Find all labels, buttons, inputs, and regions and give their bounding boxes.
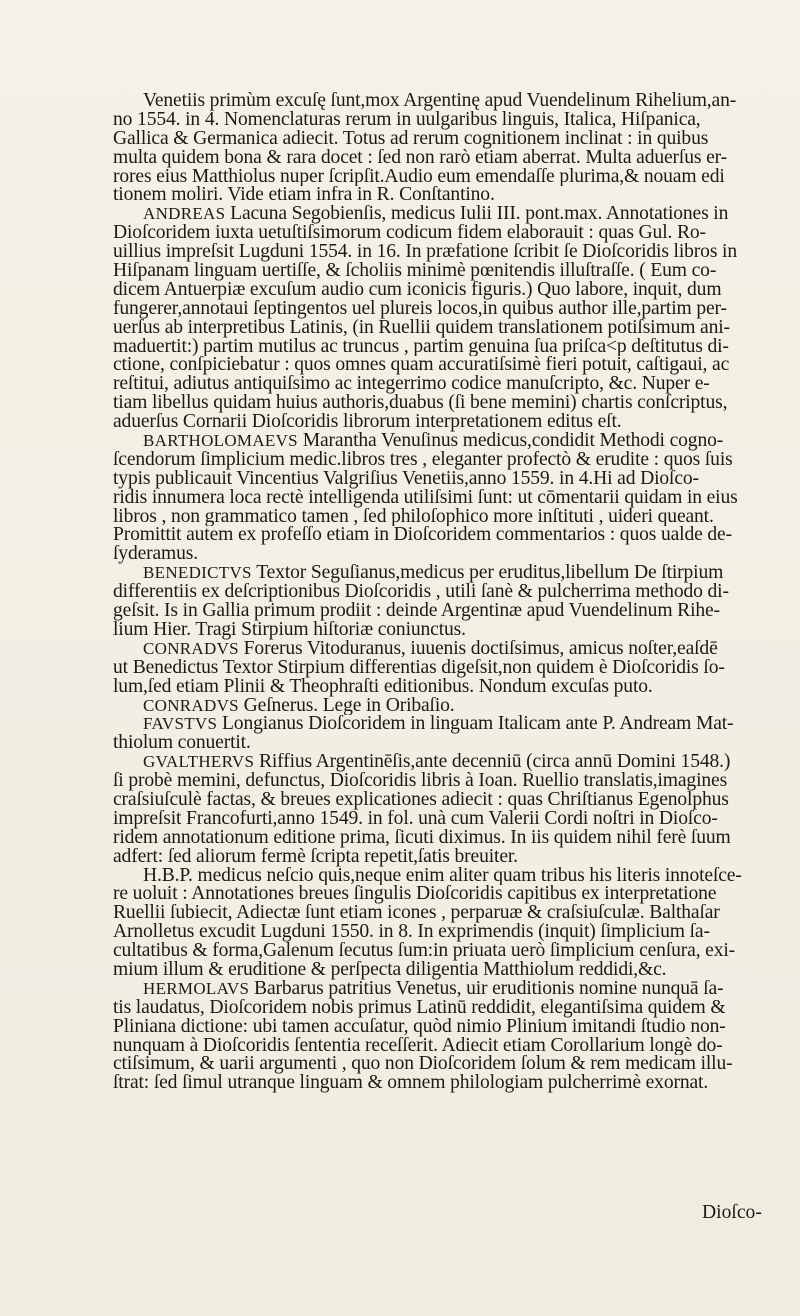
line-text: tionem moliri. Vide etiam infra in R. Conſtantino.	[113, 186, 495, 206]
entry-name: CONRADVS	[143, 696, 239, 715]
text-line	[113, 526, 793, 545]
line-text: ctiſsimum, & uarii argumenti , quo non Dioſcoridem ſolum & rem medicam illu-	[113, 1055, 733, 1075]
text-line	[113, 470, 793, 489]
line-text: Pliniana dictione: ubi tamen accuſatur, quòd nimio Plinium imitandi ſtudio non-	[113, 1017, 726, 1037]
text-line	[113, 1074, 793, 1093]
text-line	[113, 186, 793, 205]
line-text: cultatibus & forma,Galenum ſecutus ſum:in priuata uerò ſimplicium cenſura, exi-	[113, 942, 736, 961]
line-text: thiolum conuertit.	[113, 734, 251, 754]
line-text: dicem Antuerpiæ excuſum audio cum iconicis figuris.) Quo labore, inquit, dum	[113, 280, 722, 300]
line-text: Hiſpanam linguam uertiſſe, & ſcholiis minimè pœnitendis illuſtraſſe. ( Eum co-	[113, 262, 717, 281]
entry-name: HERMOLAVS	[143, 979, 250, 998]
line-text: tis laudatus, Dioſcoridem nobis primus Latinū reddidit, elegantiſsima quidem &	[113, 998, 726, 1018]
entry-name: GVALTHERVS	[143, 753, 255, 772]
text-line	[113, 923, 793, 942]
text-line	[113, 659, 793, 678]
text-line	[113, 791, 793, 810]
paragraph	[113, 205, 793, 432]
line-text: maduertit:) partim mutilus ac truncus , partim genuina ſua priſca<p deſtitutus di-	[113, 337, 729, 357]
catchword: Dioſco-	[702, 1202, 762, 1223]
text-line	[113, 545, 793, 564]
text-line	[113, 867, 793, 886]
line-text: Barbarus patritius Venetus, uir eruditionis nomine nunquā ſa-	[254, 979, 724, 999]
entry-name: CONRADVS	[143, 639, 239, 658]
text-line	[113, 829, 793, 848]
text-line	[113, 640, 793, 659]
line-text: ctione, conſpiciebatur : quos omnes quam accuratiſsimè fieri potuit, caſtigaui, ac	[113, 356, 730, 376]
paragraph	[113, 640, 793, 697]
line-text: libros , non grammatico tamen , ſed philoſophico more inſtituti , uideri queant.	[113, 507, 714, 527]
text-line	[113, 356, 793, 375]
text-line	[113, 319, 793, 338]
line-text: ſyderamus.	[113, 545, 199, 565]
line-text: rores eius Matthiolus nuper ſcripſit.Audio eum emendaſſe plurima,& nouam edi	[113, 167, 725, 187]
line-text: aduerſus Cornarii Dioſcoridis librorum interpretationem editus eſt.	[113, 413, 622, 433]
entry-name: BARTHOLOMAEVS	[143, 432, 298, 451]
text-line	[113, 848, 793, 867]
line-text: ridem annotationum editione prima, ſicuti diximus. In iis quidem nihil ferè ſuum	[113, 828, 731, 848]
text-line	[113, 224, 793, 243]
text-line	[113, 111, 793, 130]
line-text: Marantha Venuſinus medicus,condidit Methodi cogno-	[302, 432, 724, 451]
text-line	[113, 715, 793, 734]
text-line	[113, 92, 793, 111]
line-text: Ruellii ſubiecit, Adiectæ ſunt etiam icones , perparuæ & craſsiuſculæ. Balthaſar	[113, 904, 720, 924]
line-text: no 1554. in 4. Nomenclaturas rerum in uulgaribus linguis, Italica, Hiſpanica,	[113, 110, 701, 130]
text-line	[113, 451, 793, 470]
line-text: H.B.P. medicus neſcio quis,neque enim aliter quam tribus his literis innoteſce-	[143, 866, 742, 886]
text-line	[113, 338, 793, 357]
line-text: Gallica & Germanica adiecit. Totus ad rerum cognitionem inclinat : in quibus	[113, 129, 709, 149]
text-line	[113, 130, 793, 149]
line-text: multa quidem bona & rara docet : ſed non rarò etiam aberrat. Multa aduerſus er-	[113, 148, 727, 168]
line-text: ſi probè memini, defunctus, Dioſcoridis libris à Ioan. Ruellio translatis,imagines	[113, 772, 728, 791]
text-line	[113, 300, 793, 319]
line-text: reſtitui, adiutus antiquiſsimo ac integerrimo codice manuſcripto, &c. Nuper e-	[113, 375, 710, 395]
text-line	[113, 961, 793, 980]
line-text: mium illum & eruditione & perſpecta diligentia Matthiolum reddidi,&c.	[113, 960, 667, 980]
line-text: ſtrat: ſed ſimul utranque linguam & omnem philologiam pulcherrimè exornat.	[113, 1074, 709, 1094]
line-text: lum,ſed etiam Plinii & Theophraſti editionibus. Nondum excuſas puto.	[113, 677, 653, 697]
text-line	[113, 564, 793, 583]
line-text: ridis innumera loca rectè intelligenda utiliſsimi ſunt: ut cōmentarii quidam in eius	[113, 488, 738, 508]
text-line	[113, 602, 793, 621]
line-text: re uoluit : Annotationes breues ſingulis Dioſcoridis capitibus ex interpretatione	[113, 885, 717, 905]
line-text: Promittit autem ex profeſſo etiam in Dioſcoridem commentarios : quos ualde de-	[113, 526, 732, 546]
line-text: Forerus Vitoduranus, iuuenis doctiſsimus, amicus noſter,eaſdē	[243, 639, 718, 659]
paragraph	[113, 697, 793, 716]
text-line	[113, 697, 793, 716]
text-line	[113, 999, 793, 1018]
text-line	[113, 1018, 793, 1037]
text-line	[113, 980, 793, 999]
line-text: Dioſcoridem iuxta uetuſtiſsimorum codicum fidem elaborauit : quas Gul. Ro-	[113, 224, 706, 244]
line-text: Arnolletus excudit Lugduni 1550. in 8. In exprimendis (inquit) ſimplicium ſa-	[113, 923, 710, 943]
line-text: nunquam à Dioſcoridis ſententia receſſerit. Adiecit etiam Corollarium longè do-	[113, 1036, 723, 1056]
paragraph	[113, 564, 793, 640]
line-text: uerſus ab interpretibus Latinis, (in Ruellii quidem translationem potiſsimum ani-	[113, 318, 730, 338]
entry-name: ANDREAS	[143, 205, 226, 224]
text-line	[113, 885, 793, 904]
text-line	[113, 942, 793, 961]
text-line	[113, 168, 793, 187]
entry-name: FAVSTVS	[143, 715, 218, 734]
line-text: adfert: ſed aliorum fermè ſcripta repetit,ſatis breuiter.	[113, 847, 518, 867]
line-text: Lacuna Segobienſis, medicus Iulii III. pont.max. Annotationes in	[230, 205, 729, 225]
text-line	[113, 375, 793, 394]
line-text: geſsit. Is in Gallia primum prodiit : deinde Argentinæ apud Vuendelinum Rihe-	[113, 602, 720, 621]
line-text: fungerer,annotaui ſeptingentos uel plureis locos,in quibus author ille,partim per-	[113, 299, 727, 319]
line-text: Venetiis primùm excuſę ſunt,mox Argentinę apud Vuendelinum Rihelium,an-	[143, 92, 737, 111]
text-line	[113, 394, 793, 413]
text-line	[113, 432, 793, 451]
text-line	[113, 583, 793, 602]
text-line	[113, 413, 793, 432]
line-text: uillius impreſsit Lugduni 1554. in 16. In præfatione ſcribit ſe Dioſcoridis libros in	[113, 243, 737, 263]
line-text: differentiis ex deſcriptionibus Dioſcoridis , utili ſanè & pulcherrima methodo di-	[113, 583, 729, 603]
paragraph	[113, 715, 793, 753]
text-line	[113, 243, 793, 262]
text-line	[113, 753, 793, 772]
text-line	[113, 1055, 793, 1074]
text-line	[113, 281, 793, 300]
line-text: Geſnerus. Lege in Oribaſio.	[243, 696, 455, 716]
text-column	[113, 92, 793, 1093]
text-line	[113, 621, 793, 640]
text-line	[113, 1037, 793, 1056]
text-line	[113, 904, 793, 923]
text-line	[113, 678, 793, 697]
paragraph	[113, 432, 793, 564]
paragraph	[113, 867, 793, 980]
line-text: Longianus Dioſcoridem in linguam Italicam ante P. Andream Mat-	[221, 715, 734, 735]
text-line	[113, 508, 793, 527]
line-text: tiam libellus quidam huius authoris,duabus (ſi bene memini) chartis conſcriptus,	[113, 394, 728, 414]
text-line	[113, 489, 793, 508]
line-text: ut Benedictus Textor Stirpium differentias digeſsit,non quidem è Dioſcoridis ſo-	[113, 658, 725, 678]
line-text: typis publicauit Vincentius Valgriſius Venetiis,anno 1559. in 4.Hi ad Dioſco-	[113, 469, 699, 489]
line-text: Riffius Argentinēſis,ante decenniū (circa annū Domini 1548.)	[258, 753, 731, 773]
line-text: craſsiuſculè factas, & breues explicationes adiecit : quas Chriſtianus Egenolphus	[113, 790, 729, 810]
paragraph	[113, 92, 793, 205]
entry-name: BENEDICTVS	[143, 564, 252, 583]
line-text: ſcendorum ſimplicium medic.libros tres , eleganter profectò & erudite : quos ſuis	[113, 450, 733, 470]
line-text: Textor Seguſianus,medicus per eruditus,libellum De ſtirpium	[256, 564, 724, 584]
text-line	[113, 772, 793, 791]
text-line	[113, 734, 793, 753]
text-line	[113, 810, 793, 829]
paragraph	[113, 980, 793, 1093]
line-text: lium Hier. Tragi Stirpium hiſtoriæ coniunctus.	[113, 620, 466, 640]
paragraph	[113, 753, 793, 866]
text-line	[113, 149, 793, 168]
text-line	[113, 205, 793, 224]
line-text: impreſsit Francofurti,anno 1549. in fol. unà cum Valerii Cordi noſtri in Dioſco-	[113, 809, 718, 829]
text-line	[113, 262, 793, 281]
